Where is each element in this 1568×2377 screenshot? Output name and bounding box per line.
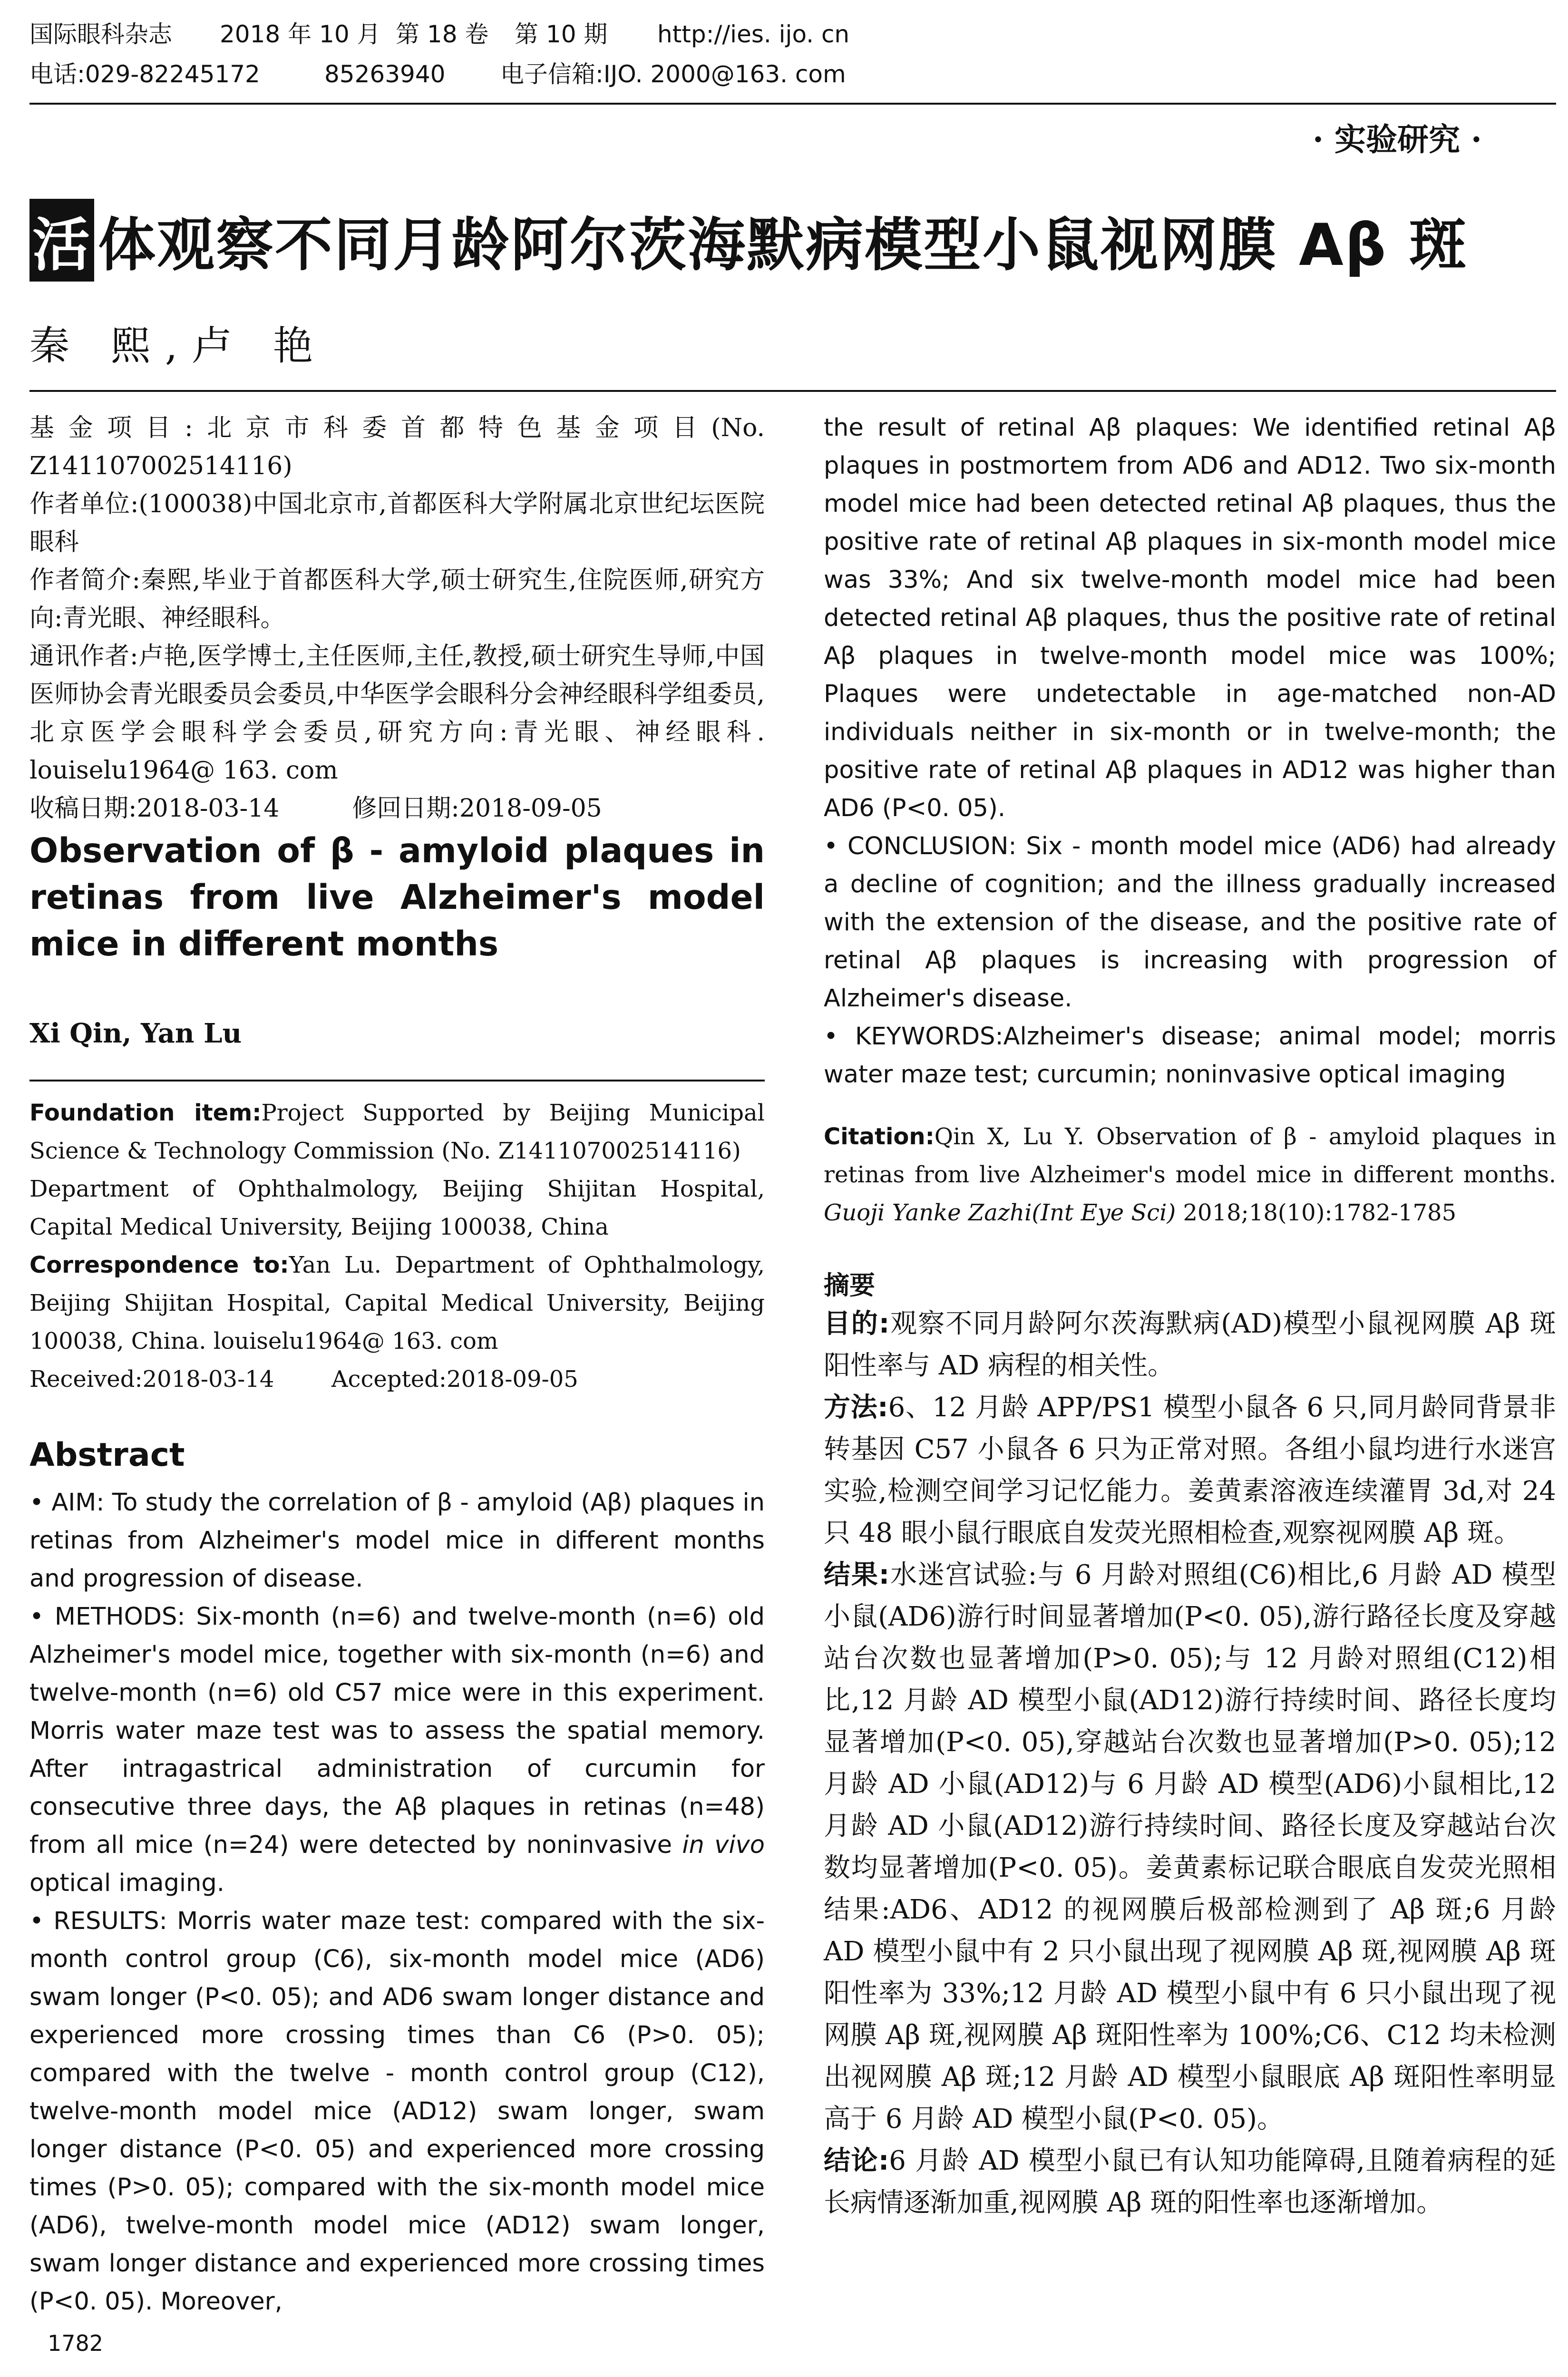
received-en: Received:2018-03-14 bbox=[29, 1366, 274, 1393]
dept-en: Department of Ophthalmology, Beijing Shijitan Hospital, Capital Medical University, Beijing 100038, China bbox=[29, 1176, 765, 1240]
abstract-results: • RESULTS: Morris water maze test: compared with the six-month control group (C6), six-month model mice (AD6) swam longer (P<0. 05); and AD6 swam longer distance and experienced more crossing times than C6 (P>0. 05); compared with the twelve - month control group (C12), twelve-month model mice (AD12) swam longer, swam longer distance (P<0. 05) and experienced more crossing times (P>0. 05); compared with the six-month model mice (AD6), twelve-month model mice (AD12) swam longer, swam longer distance and experienced more crossing times (P<0. 05). Moreover, bbox=[29, 1907, 765, 2316]
authors-divider bbox=[29, 390, 1556, 392]
cn-methods: 方法:6、12 月龄 APP/PS1 模型小鼠各 6 只,同月龄同背景非转基因 C57 小鼠各 6 只为正常对照。各组小鼠均进行水迷宫实验,检测空间学习记忆能力。姜黄素溶液连续灌胃 3d,对 24 只 48 眼小鼠行眼底自发荧光照相检查,观察视网膜 Aβ 斑。 bbox=[824, 1392, 1556, 1549]
abstract-left-block bbox=[29, 1484, 765, 2321]
section-label: · 实验研究 · bbox=[1313, 121, 1482, 158]
journal-name: 国际眼科杂志 bbox=[29, 20, 172, 48]
abstract-right-block bbox=[824, 409, 1556, 1094]
citation-block: Citation:Qin X, Lu Y. Observation of β - amyloid plaques in retinas from live Alzheimer's model mice in different months. Guoji Yanke Zazhi(Int Eye Sci) 2018;18(10):1782-1785 bbox=[824, 1123, 1556, 1226]
title-initial: 活 bbox=[29, 199, 94, 282]
accepted-en: Accepted:2018-09-05 bbox=[331, 1366, 578, 1393]
corr-cn: 通讯作者:卢艳,医学博士,主任医师,主任,教授,硕士研究生导师,中国医师协会青光眼委员会委员,中华医学会眼科分会神经眼科学组委员,北京医学会眼科学会委员,研究方向:青光眼、神经眼科. louiselu1964@ 163. com bbox=[29, 642, 765, 785]
phone: 电话:029-82245172 bbox=[29, 60, 260, 88]
unit-cn: 作者单位:(100038)中国北京市,首都医科大学附属北京世纪坛医院眼科 bbox=[29, 490, 765, 556]
foundation-en: Foundation item:Project Supported by Beijing Municipal Science & Technology Commission (No. Z141107002514116) bbox=[29, 1100, 765, 1164]
dates-cn bbox=[29, 789, 765, 828]
corr-en-label: Correspondence to: bbox=[29, 1252, 289, 1278]
english-authors: Xi Qin, Yan Lu bbox=[29, 1018, 242, 1049]
volume: 第 18 卷 bbox=[396, 20, 489, 48]
abstract-results-cont: the result of retinal Aβ plaques: We identified retinal Aβ plaques in postmortem from AD6 and AD12. Two six-month model mice had been detected retinal Aβ plaques, thus the positive rate of retinal Aβ plaques in six-month model mice was 33%; And six twelve-month model mice had been detected retinal Aβ plaques, thus the positive rate of retinal Aβ plaques in twelve-month model mice was 100%; Plaques were undetectable in age-matched non-AD individuals neither in six-month or in twelve-month; the positive rate of retinal Aβ plaques in AD12 was higher than AD6 (P<0. 05). bbox=[824, 414, 1556, 822]
mid-divider bbox=[29, 1080, 765, 1081]
abstract-conclusion: • CONCLUSION: Six - month model mice (AD6) had already a decline of cognition; and the illness gradually increased with the extension of the disease, and the positive rate of retinal Aβ plaques is increasing with progression of Alzheimer's disease. bbox=[824, 832, 1556, 1013]
journal-header bbox=[29, 14, 1542, 94]
cn-conclusion: 结论:6 月龄 AD 模型小鼠已有认知功能障碍,且随着病程的延长病情逐渐加重,视网膜 Aβ 斑的阳性率也逐渐增加。 bbox=[824, 2145, 1556, 2218]
cn-abstract-block bbox=[824, 1303, 1556, 2224]
journal-url[interactable]: http://ies. ijo. cn bbox=[657, 20, 850, 48]
bio-cn: 作者简介:秦熙,毕业于首都医科大学,硕士研究生,住院医师,研究方向:青光眼、神经眼科。 bbox=[29, 566, 765, 633]
article-title bbox=[29, 199, 1561, 282]
title-text: 体观察不同月龄阿尔茨海默病模型小鼠视网膜 Aβ 斑 bbox=[98, 212, 1468, 279]
cn-aim: 目的:观察不同月龄阿尔茨海默病(AD)模型小鼠视网膜 Aβ 斑阳性率与 AD 病程的相关性。 bbox=[824, 1308, 1556, 1381]
cn-results: 结果:水迷宫试验:与 6 月龄对照组(C6)相比,6 月龄 AD 模型小鼠(AD6)游行时间显著增加(P<0. 05),游行路径长度及穿越站台次数也显著增加(P>0. 05);与 12 月龄对照组(C12)相比,12 月龄 AD 模型小鼠(AD12)游行持续时间、路径长度均显著增加(P<0. 05),穿越站台次数也显著增加(P>0. 05);12 月龄 AD 小鼠(AD12)与 6 月龄 AD 模型(AD6)小鼠相比,12 月龄 AD 小鼠(AD12)游行持续时间、路径长度及穿越站台次数均显著增加(P<0. 05)。姜黄素标记联合眼底自发荧光照相结果:AD6、AD12 的视网膜后极部检测到了 Aβ 斑;6 月龄 AD 模型小鼠中有 2 只小鼠出现了视网膜 Aβ 斑,视网膜 Aβ 斑阳性率为 33%;12 月龄 AD 模型小鼠中有 6 只小鼠出现了视网膜 Aβ 斑,视网膜 Aβ 斑阳性率为 100%;C6、C12 均未检测出视网膜 Aβ 斑;12 月龄 AD 模型小鼠眼底 Aβ 斑阳性率明显高于 6 月龄 AD 模型小鼠(P<0. 05)。 bbox=[824, 1559, 1556, 2134]
header-divider bbox=[29, 103, 1556, 105]
authors-cn: 秦 熙,卢 艳 bbox=[29, 322, 328, 369]
foundation-en-label: Foundation item: bbox=[29, 1100, 262, 1126]
foundation-cn: 基金项目:北京市科委首都特色基金项目(No. Z141107002514116) bbox=[29, 414, 765, 480]
dates-en bbox=[29, 1360, 765, 1398]
cn-info-block bbox=[29, 409, 765, 828]
citation-label: Citation: bbox=[824, 1123, 935, 1150]
issue-date: 2018 年 10 月 bbox=[220, 20, 381, 48]
email[interactable]: 电子信箱:IJO. 2000@163. com bbox=[500, 60, 846, 88]
cn-abstract-title: 摘要 bbox=[824, 1270, 875, 1300]
corr-en: Correspondence to:Yan Lu. Department of Ophthalmology, Beijing Shijitan Hospital, Capital Medical University, Beijing 100038, China. louiselu1964@ 163. com bbox=[29, 1252, 765, 1354]
abstract-aim: • AIM: To study the correlation of β - amyloid (Aβ) plaques in retinas from Alzheimer's model mice in different months and progression of disease. bbox=[29, 1489, 765, 1593]
abstract-title: Abstract bbox=[29, 1436, 185, 1474]
revised-cn: 修回日期:2018-09-05 bbox=[352, 794, 602, 823]
abstract-methods: • METHODS: Six-month (n=6) and twelve-month (n=6) old Alzheimer's model mice, together with six-month (n=6) and twelve-month (n=6) old C57 mice were in this experiment. Morris water maze test was to assess the spatial memory. After intragastrical administration of curcumin for consecutive three days, the Aβ plaques in retinas (n=48) from all mice (n=24) were detected by noninvasive in vivo optical imaging. bbox=[29, 1603, 765, 1897]
phone-2: 85263940 bbox=[324, 60, 446, 88]
english-title: Observation of β - amyloid plaques in retinas from live Alzheimer's model mice in different months bbox=[29, 831, 765, 964]
received-cn: 收稿日期:2018-03-14 bbox=[29, 794, 280, 823]
issue-number: 第 10 期 bbox=[515, 20, 608, 48]
en-info-block bbox=[29, 1094, 765, 1398]
abstract-keywords: • KEYWORDS:Alzheimer's disease; animal model; morris water maze test; curcumin; noninvasive optical imaging bbox=[824, 1023, 1556, 1089]
page-number: 1782 bbox=[48, 2330, 104, 2356]
